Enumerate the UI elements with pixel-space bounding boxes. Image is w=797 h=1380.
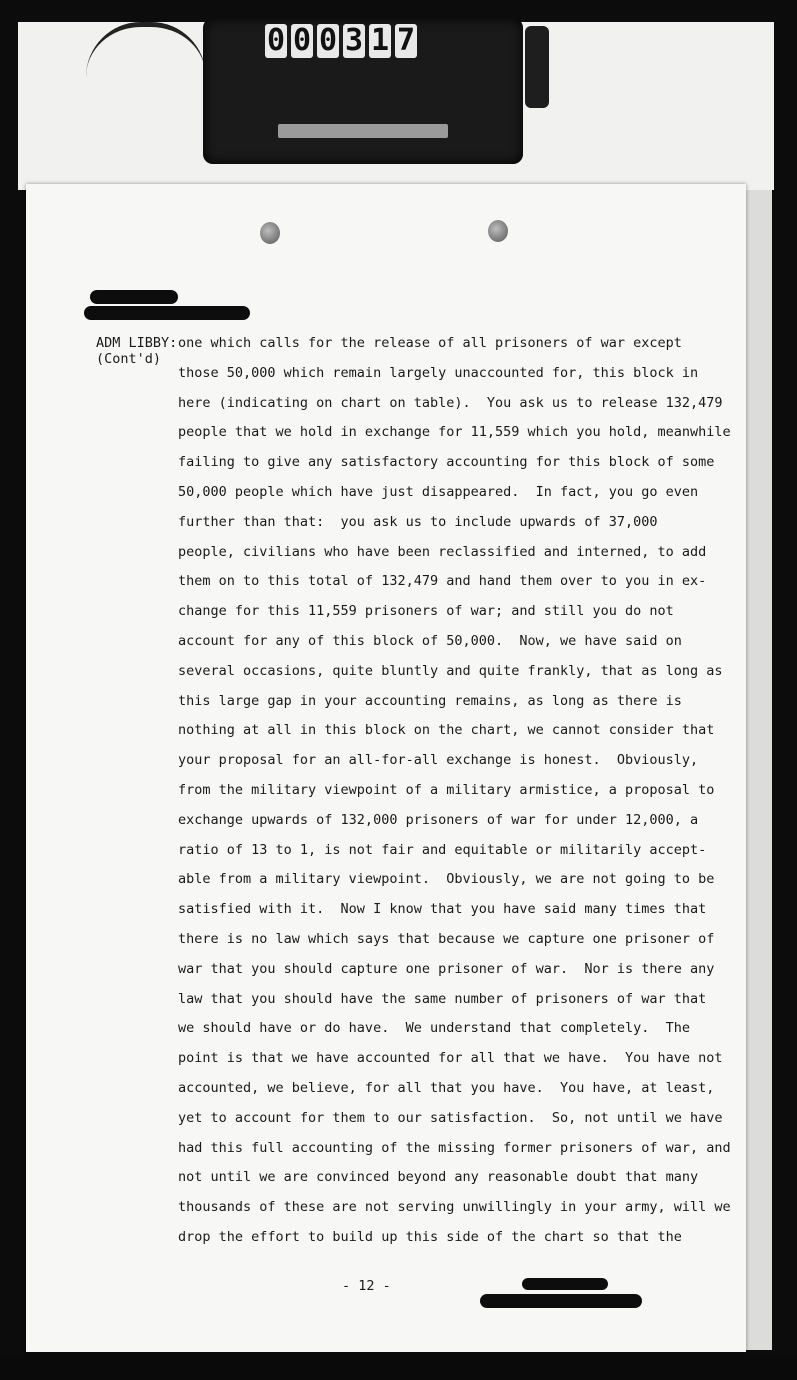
transcript-line: war that you should capture one prisoner of war. Nor is there any (178, 960, 715, 977)
transcript-line: ratio of 13 to 1, is not fair and equitable or militarily accept- (178, 841, 707, 858)
counter-digit: 1 (370, 23, 390, 58)
counter-knob (525, 26, 549, 108)
transcript-line: here (indicating on chart on table). You ask us to release 132,479 (178, 394, 723, 411)
transcript-line: your proposal for an all-for-all exchange is honest. Obviously, (178, 752, 699, 769)
transcript-body (178, 335, 731, 1259)
transcript-line: from the military viewpoint of a military armistice, a proposal to (178, 781, 715, 798)
transcript-line: change for this 11,559 prisoners of war; and still you do not (178, 603, 674, 620)
redacted-classification-top-1 (90, 290, 178, 304)
punch-hole-right (488, 220, 508, 242)
transcript-line: nothing at all in this block on the chart, we cannot consider that (178, 722, 715, 739)
transcript-line: we should have or do have. We understand that completely. The (178, 1020, 691, 1037)
counter-digit: 0 (318, 23, 338, 58)
transcript-line: drop the effort to build up this side of the chart so that the (178, 1228, 682, 1245)
frame-counter-device (203, 18, 523, 164)
transcript-line: one which calls for the release of all prisoners of war except (178, 335, 682, 351)
frame-counter-digits (265, 24, 417, 58)
transcript-line: yet to account for them to our satisfaction. So, not until we have (178, 1109, 723, 1126)
page-number: - 12 - (342, 1278, 391, 1294)
transcript-line: exchange upwards of 132,000 prisoners of war for under 12,000, a (178, 811, 699, 828)
counter-plate (278, 124, 448, 138)
transcript-line: there is no law which says that because we capture one prisoner of (178, 930, 715, 947)
punch-hole-left (260, 222, 280, 244)
transcript-line: 50,000 people which have just disappeared. In fact, you go even (178, 483, 699, 500)
transcript-line: account for any of this block of 50,000. Now, we have said on (178, 632, 682, 649)
transcript-line: able from a military viewpoint. Obviously, we are not going to be (178, 871, 715, 888)
transcript-line: people that we hold in exchange for 11,559 which you hold, meanwhile (178, 424, 731, 441)
transcript-line: further than that: you ask us to include upwards of 37,000 (178, 513, 658, 530)
speaker-continued: (Cont'd) (96, 351, 162, 367)
transcript-line: had this full accounting of the missing former prisoners of war, and (178, 1139, 731, 1156)
speaker-name: ADM LIBBY: (96, 335, 178, 351)
transcript-line: satisfied with it. Now I know that you have said many times that (178, 901, 707, 918)
speaker-label (96, 335, 177, 367)
counter-digit: 7 (396, 23, 416, 58)
transcript-line: several occasions, quite bluntly and quite frankly, that as long as (178, 662, 723, 679)
transcript-line: accounted, we believe, for all that you have. You have, at least, (178, 1079, 715, 1096)
transcript-line: law that you should have the same number of prisoners of war that (178, 990, 707, 1007)
transcript-line: people, civilians who have been reclassified and interned, to add (178, 543, 707, 560)
transcript-line: those 50,000 which remain largely unaccounted for, this block in (178, 364, 699, 381)
page-edge-shadow (746, 190, 772, 1350)
transcript-line: not until we are convinced beyond any reasonable doubt that many (178, 1169, 699, 1186)
transcript-line: this large gap in your accounting remains, as long as there is (178, 692, 682, 709)
redacted-classification-bottom-1 (522, 1278, 608, 1290)
redacted-classification-top-2 (84, 306, 250, 320)
transcript-line: thousands of these are not serving unwillingly in your army, will we (178, 1199, 731, 1216)
document-page (26, 184, 746, 1352)
film-bottom-border (0, 1355, 797, 1380)
transcript-line: them on to this total of 132,479 and hand them over to you in ex- (178, 573, 707, 590)
transcript-line: point is that we have accounted for all that we have. You have not (178, 1050, 723, 1067)
counter-digit: 0 (266, 23, 286, 58)
transcript-line: failing to give any satisfactory accounting for this block of some (178, 454, 715, 471)
redacted-classification-bottom-2 (480, 1294, 642, 1308)
counter-digit: 3 (344, 23, 364, 58)
counter-digit: 0 (292, 23, 312, 58)
